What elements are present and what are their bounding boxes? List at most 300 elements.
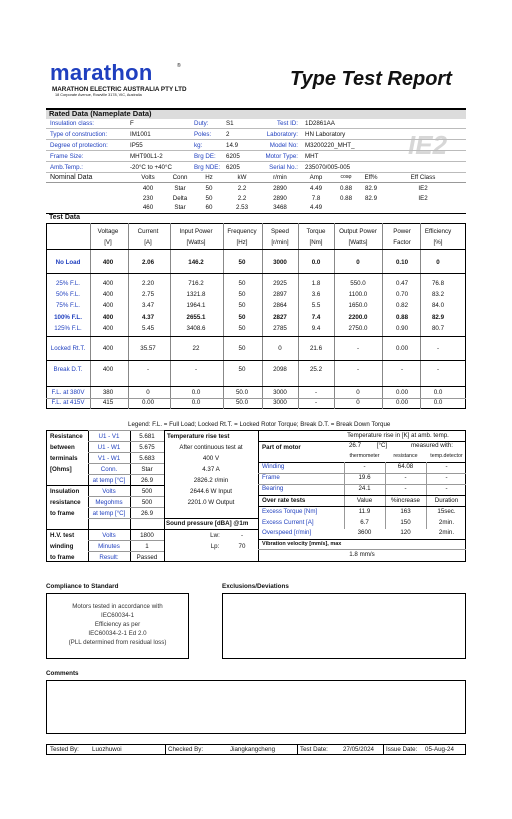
load-row-cell: 2864 — [273, 302, 287, 310]
test-col-unit: [V] — [104, 239, 112, 246]
frame-value: MHT90L1-2 — [130, 153, 163, 160]
compliance-line: IEC60034-2-1 Ed 2.0 — [88, 630, 147, 637]
test-col-header: Efficiency — [424, 228, 452, 235]
nominal-header: Eff Class — [410, 174, 436, 181]
load-row-cell: 716.2 — [188, 280, 204, 287]
model-label: Model No: — [269, 142, 298, 149]
fl-row-cell: 415 — [102, 399, 114, 406]
resistance-title: between — [50, 444, 75, 451]
rule-line — [88, 507, 164, 508]
nominal-header: r/min — [273, 174, 287, 181]
fl-row-cell: 0.00 — [141, 399, 155, 406]
sound-lw-label: Lw: — [210, 532, 220, 539]
load-row-cell: 2.75 — [141, 291, 155, 299]
amb-temp-value: 26.7 — [348, 442, 362, 449]
poles-label: Poles: — [194, 131, 212, 138]
rise-heading: Temperature rise in [K] at amb. temp. — [347, 432, 449, 439]
load-row-cell: 50 — [238, 280, 246, 287]
compliance-text — [46, 602, 189, 647]
rise-col-header: thermometer — [349, 453, 380, 459]
no-load-cell: 2.06 — [141, 259, 155, 266]
overrate-cell: 2min. — [438, 518, 455, 526]
rise-cell: - — [404, 474, 407, 481]
sound-lw-value: - — [240, 532, 244, 539]
locked-rotor-cell: 22 — [192, 345, 200, 352]
rule-line — [46, 249, 466, 250]
rise-col-header: temp.detector — [430, 453, 463, 459]
rule-line — [164, 518, 258, 519]
nominal-cell: Delta — [172, 194, 188, 202]
overrate-cell: 6.7 — [360, 518, 369, 526]
temp-rise-speed: 2826.2 r/min — [193, 477, 229, 484]
load-row-cell: 2200.0 — [348, 313, 368, 321]
nominal-header: Eff% — [364, 174, 378, 181]
no-load-cell: 400 — [102, 259, 114, 266]
legend-text: Legend: F.L. = Full Load; Locked Rt.T. = Locked Rotor Torque; Break D.T. = Break Down Torque — [128, 421, 391, 428]
rise-cell: - — [404, 485, 407, 492]
load-row-cell: 2.20 — [141, 280, 155, 287]
nominal-header: cosφ — [340, 174, 352, 180]
overrate-cell: 3600 — [357, 529, 372, 536]
nameplate-heading: Rated Data (Nameplate Data) — [46, 109, 466, 119]
fl-row-label: F.L. at 415V — [51, 399, 85, 406]
load-row-cell: 1964.1 — [186, 302, 206, 310]
nominal-cell: 0.88 — [339, 194, 353, 202]
protection-label: Degree of protection: — [50, 142, 108, 149]
amb-temp-unit: [°C] — [376, 442, 388, 449]
report-title: Type Test Report — [290, 68, 452, 90]
tested-by-label: Tested By: — [50, 746, 79, 753]
rise-cell: 64.08 — [397, 463, 414, 470]
amb-label: Amb.Temp.: — [50, 164, 84, 171]
rule-line — [46, 529, 164, 530]
load-row-cell: 2827 — [273, 313, 287, 321]
test-col-unit: Factor — [393, 239, 411, 246]
load-row-cell: 400 — [102, 291, 114, 299]
load-row-cell: 80.7 — [431, 324, 445, 332]
temp-rise-output: 2201.0 W Output — [187, 499, 235, 506]
overrate-label: Excess Torque [Nm] — [262, 508, 318, 515]
load-row-cell: 5.5 — [311, 302, 321, 310]
rule-line — [88, 540, 164, 541]
hv-title: H.V. test — [50, 532, 75, 539]
rule-line — [46, 386, 466, 387]
overrate-cell: 2min. — [438, 529, 455, 536]
rule-line — [88, 496, 164, 497]
nominal-cell: 2890 — [273, 194, 287, 202]
test-col-header: Frequency — [227, 228, 257, 235]
sound-lp-value: 70 — [238, 543, 246, 550]
fl-row-cell: 0 — [146, 389, 150, 396]
overrate-cell: 15sec. — [437, 508, 456, 515]
company-address: 18 Corporate Avenue, Rowville 3178, VIC, Australia — [55, 93, 142, 97]
break-down-cell: - — [436, 366, 440, 373]
locked-rotor-cell: 0.00 — [395, 345, 409, 352]
hv-label: Result: — [99, 554, 119, 561]
resistance-conn-label: Conn. — [100, 466, 118, 473]
overrate-cell: 120 — [400, 529, 411, 536]
load-row-cell: 400 — [102, 324, 114, 332]
resistance-temp-label: at temp [°C] — [92, 477, 126, 484]
temp-rise-voltage: 400 V — [202, 455, 220, 462]
overrate-cell: 150 — [400, 518, 411, 526]
rule-line — [88, 441, 164, 442]
resistance-conn-value: Star — [141, 466, 153, 473]
locked-rotor-label: Locked Rt.T. — [50, 345, 86, 352]
load-row-label: 50% F.L. — [55, 291, 81, 299]
rise-cell: - — [363, 463, 366, 470]
nominal-cell: 60 — [205, 204, 213, 211]
nominal-header: Conn — [172, 174, 188, 181]
test-date-value: 27/05/2024 — [343, 746, 374, 753]
break-down-cell: 50 — [238, 366, 246, 373]
brg-nde-value: 6205 — [226, 164, 240, 171]
construction-label: Type of construction: — [50, 131, 108, 138]
nominal-header: Hz — [205, 174, 213, 181]
load-row-cell: 3.6 — [311, 291, 321, 299]
load-row-cell: 50 — [238, 313, 246, 321]
checked-by-value: Jiangkangcheng — [230, 746, 276, 753]
test-col-header: Torque — [306, 228, 326, 235]
rule-line — [88, 474, 164, 475]
load-row-cell: 1321.8 — [186, 291, 206, 299]
locked-rotor-cell: - — [356, 345, 360, 352]
duty-value: S1 — [226, 120, 234, 127]
construction-value: IM1001 — [130, 131, 151, 138]
duty-label: Duty: — [194, 120, 209, 127]
fl-row-cell: 380 — [102, 389, 114, 396]
resistance-pair-value: 5.683 — [139, 455, 155, 462]
resistance-title: Resistance — [50, 433, 83, 440]
load-row-cell: 0.70 — [395, 291, 409, 299]
brg-de-label: Brg DE: — [194, 153, 216, 160]
exclusions-box — [222, 593, 466, 659]
fl-row-cell: - — [314, 389, 318, 396]
rule-line — [46, 360, 466, 361]
vibration-value: 1.8 mm/s — [349, 551, 375, 558]
company-logo: marathon — [50, 60, 153, 85]
issue-date-value: 05-Aug-24 — [425, 746, 454, 753]
resistance-temp-value: 26.9 — [140, 477, 154, 484]
temp-rise-title: Temperature rise test — [167, 433, 230, 440]
nominal-cell: 50 — [205, 194, 213, 202]
nominal-cell: IE2 — [418, 194, 428, 202]
resistance-pair-label: U1 - W1 — [97, 444, 121, 451]
test-data-heading: Test Data — [49, 214, 80, 221]
test-col-unit: [Nm] — [309, 239, 323, 246]
test-id-value: 1D2861AA — [305, 120, 335, 127]
break-down-label: Break D.T. — [53, 366, 83, 373]
break-down-cell: 2098 — [273, 366, 287, 373]
overrate-header: Duration — [434, 497, 459, 504]
load-row-cell: 0.88 — [395, 313, 409, 321]
brg-nde-label: Brg NDE: — [194, 164, 221, 171]
overrate-header: Value — [356, 497, 373, 504]
nominal-cell: 2.53 — [235, 204, 249, 211]
test-col-header: Input Power — [179, 228, 213, 235]
no-load-label: No Load — [55, 259, 81, 266]
frame-label: Frame Size: — [50, 153, 84, 160]
rule-line — [46, 485, 164, 486]
locked-rotor-cell: 35.57 — [140, 345, 156, 352]
nominal-cell: 4.49 — [309, 204, 323, 211]
nominal-cell: 4.49 — [309, 185, 323, 192]
hv-label: Volts — [102, 532, 116, 539]
checked-by-label: Checked By: — [168, 746, 204, 753]
test-col-unit: [r/min] — [271, 239, 289, 246]
kg-label: kg: — [194, 142, 203, 149]
locked-rotor-cell: 21.6 — [309, 345, 323, 352]
sound-pressure-label: Sound pressure [dBA] @1m — [166, 520, 249, 527]
insulation-title: Insulation — [50, 488, 80, 495]
rise-cell: 24.1 — [358, 485, 371, 492]
nominal-cell: 82.9 — [364, 194, 378, 202]
ie2-badge: IE2 — [408, 130, 448, 160]
load-row-label: 125% F.L. — [54, 324, 82, 332]
load-row-cell: 82.9 — [431, 313, 445, 321]
nominal-cell: 3468 — [273, 204, 287, 211]
rule-line — [46, 182, 466, 183]
overrate-label: Overspeed [r/min] — [262, 529, 312, 536]
no-load-cell: 0.10 — [395, 259, 409, 266]
rule-line — [258, 549, 466, 550]
nominal-cell: 400 — [142, 185, 154, 192]
motor-type-label: Motor Type: — [265, 153, 298, 160]
serial-label: Serial No.: — [269, 164, 298, 171]
amb-value: -20°C to +40°C — [130, 164, 172, 171]
fl-row-cell: 0.00 — [395, 389, 409, 396]
overrate-cell: 11.9 — [358, 508, 371, 515]
rule-line — [88, 518, 164, 519]
load-row-cell: 5.45 — [141, 324, 155, 332]
fl-row-cell: 0.0 — [191, 389, 201, 396]
insulation-label: at temp [°C] — [92, 510, 126, 517]
break-down-cell: 25.2 — [309, 366, 323, 373]
comments-box — [46, 680, 466, 734]
compliance-line: Efficiency as per — [94, 621, 141, 628]
nominal-label: Nominal Data — [50, 174, 93, 181]
sound-lp-label: Lp: — [210, 543, 220, 550]
rule-line — [46, 273, 466, 274]
resistance-pair-label: U1 - V1 — [98, 433, 120, 440]
lab-label: Laboratory: — [266, 131, 298, 138]
fl-row-cell: 50.0 — [235, 389, 249, 396]
test-col-unit: [Watts] — [186, 239, 206, 246]
load-row-cell: 2655.1 — [186, 313, 206, 321]
compliance-line: IEC60034-1 — [100, 612, 135, 619]
locked-rotor-cell: 0 — [278, 345, 282, 352]
nominal-cell: 230 — [142, 194, 154, 202]
hv-title: to frame — [50, 554, 75, 561]
nominal-cell: Star — [174, 185, 186, 192]
measured-with: measured with: — [411, 442, 453, 449]
rule-line — [258, 506, 466, 507]
nominal-cell: 2.2 — [237, 185, 247, 192]
no-load-cell: 146.2 — [188, 259, 204, 266]
serial-value: 235070/005-005 — [305, 164, 351, 171]
rule-line — [258, 430, 259, 562]
load-row-cell: 1100.0 — [348, 291, 368, 299]
nominal-header: kW — [237, 174, 247, 181]
test-col-header: Voltage — [97, 228, 119, 235]
fl-row-cell: 0 — [356, 399, 360, 406]
fl-row-cell: 0.00 — [395, 399, 409, 406]
no-load-cell: 0 — [356, 259, 360, 266]
test-col-unit: [Hz] — [236, 239, 248, 246]
temp-rise-input: 2644.6 W Input — [190, 488, 232, 495]
nominal-cell: 2.2 — [237, 194, 247, 202]
rule-line — [88, 551, 164, 552]
compliance-heading: Compliance to Standard — [46, 583, 119, 590]
load-row-cell: 2785 — [273, 324, 287, 332]
load-row-cell: 9.4 — [311, 324, 321, 332]
nominal-cell: 50 — [205, 185, 213, 192]
fl-row-cell: 0 — [356, 389, 360, 396]
locked-rotor-cell: 50 — [238, 345, 246, 352]
rule-line — [88, 430, 164, 431]
load-row-cell: 84.0 — [431, 302, 445, 310]
protection-value: IP55 — [130, 142, 143, 149]
compliance-line: (PLL determined from residual loss) — [68, 639, 167, 646]
break-down-cell: 400 — [102, 366, 114, 373]
break-down-cell: - — [146, 366, 150, 373]
nominal-cell: Star — [174, 204, 186, 211]
comments-heading: Comments — [46, 670, 79, 677]
test-id-label: Test ID: — [277, 120, 298, 127]
brg-de-value: 6205 — [226, 153, 240, 160]
company-name: MARATHON ELECTRIC AUSTRALIA PTY LTD — [52, 86, 187, 93]
insulation-value: 26.9 — [140, 510, 154, 517]
load-row-cell: 0.47 — [395, 280, 409, 287]
no-load-cell: 50 — [238, 259, 246, 266]
locked-rotor-cell: 400 — [102, 345, 114, 352]
fl-row-cell: 50.0 — [235, 399, 249, 406]
lab-value: HN Laboratory — [305, 131, 346, 138]
load-row-cell: 2925 — [273, 280, 287, 287]
rule-line — [258, 495, 466, 496]
rule-line — [88, 463, 164, 464]
nominal-cell: 460 — [142, 204, 154, 211]
resistance-title: terminals — [50, 455, 78, 462]
hv-title: winding — [50, 543, 74, 550]
fl-row-cell: - — [314, 399, 318, 406]
temp-rise-line1: After continuous test at — [179, 444, 243, 451]
nominal-header: Volts — [141, 174, 155, 181]
load-row-label: 25% F.L. — [55, 280, 81, 287]
rule-line — [164, 529, 258, 530]
rise-row-label: Bearing — [262, 485, 284, 492]
load-row-cell: 400 — [102, 313, 114, 321]
break-down-cell: - — [356, 366, 360, 373]
resistance-title: [Ohms] — [50, 466, 72, 473]
test-col-unit: [Watts] — [348, 239, 368, 246]
nominal-header: Amp — [309, 174, 323, 181]
issue-date-label: Issue Date: — [386, 746, 418, 753]
load-row-cell: 50 — [238, 291, 246, 299]
break-down-cell: - — [194, 366, 198, 373]
resistance-pair-label: V1 - W1 — [97, 455, 121, 462]
load-row-cell: 50 — [238, 302, 246, 310]
locked-rotor-cell: - — [436, 345, 440, 352]
part-of-motor-label: Part of motor — [262, 444, 301, 451]
rise-col-header: resistance — [393, 453, 418, 459]
model-value: M3200220_MHT_ — [305, 142, 355, 149]
resistance-pair-value: 5.681 — [139, 433, 155, 440]
hv-value: Passed — [136, 554, 158, 561]
load-row-cell: 76.8 — [431, 280, 445, 287]
load-row-cell: 1650.0 — [348, 302, 368, 310]
rule-line — [258, 539, 466, 540]
motor-type-value: MHT — [305, 153, 319, 160]
insulation-title: to frame — [50, 510, 75, 517]
insulation-label: Volts — [102, 488, 116, 495]
hv-label: Minutes — [98, 543, 120, 550]
nominal-cell: 7.8 — [311, 194, 321, 202]
fl-row-cell: 0.0 — [191, 399, 201, 406]
overrate-cell: 163 — [400, 508, 411, 515]
poles-value: 2 — [226, 131, 230, 138]
rise-row-label: Frame — [262, 474, 280, 481]
load-row-cell: 1.8 — [311, 280, 321, 287]
no-load-cell: 3000 — [273, 259, 287, 266]
load-row-cell: 0.82 — [395, 302, 409, 310]
insulation-class-value: F — [130, 120, 134, 127]
insulation-value: 500 — [141, 488, 153, 495]
fl-row-cell: 3000 — [273, 389, 287, 396]
rise-cell: - — [445, 474, 448, 481]
load-row-cell: 550.0 — [350, 280, 366, 287]
insulation-class-label: Insulation class: — [50, 120, 95, 127]
load-row-cell: 400 — [102, 280, 114, 287]
resistance-pair-value: 5.675 — [139, 444, 155, 451]
break-down-cell: - — [400, 366, 404, 373]
nominal-cell: 0.88 — [339, 185, 353, 192]
test-col-unit: [A] — [144, 239, 152, 246]
hv-value: 1800 — [140, 532, 154, 539]
test-col-header: Power — [393, 228, 411, 235]
fl-row-cell: 0.0 — [433, 399, 443, 406]
load-row-cell: 400 — [102, 302, 114, 310]
load-row-cell: 83.2 — [431, 291, 445, 299]
load-row-cell: 4.37 — [141, 313, 155, 321]
test-col-header: Output Power — [339, 228, 377, 235]
load-row-label: 75% F.L. — [55, 302, 81, 310]
vibration-label: Vibration velocity [mm/s], max — [262, 541, 342, 547]
exclusions-heading: Exclusions/Deviations — [222, 583, 289, 590]
overrate-label: Excess Current [A] — [262, 518, 314, 526]
rule-line — [88, 452, 164, 453]
rule-line — [46, 336, 466, 337]
compliance-line: Motors tested in accordance with — [72, 603, 163, 610]
rise-cell: - — [445, 463, 448, 470]
rise-row-label: Winding — [262, 463, 285, 470]
load-row-cell: 3408.6 — [186, 324, 206, 332]
load-row-cell: 7.4 — [311, 313, 321, 321]
hv-value: 1 — [145, 543, 149, 550]
fl-row-cell: 0.0 — [433, 389, 443, 396]
registered-mark: ® — [177, 63, 181, 69]
kg-value: 14.9 — [226, 142, 239, 149]
nominal-cell: IE2 — [418, 185, 428, 192]
test-col-header: Speed — [271, 228, 289, 235]
test-col-header: Current — [137, 228, 159, 235]
overrate-header: Over rate tests — [262, 497, 306, 504]
no-load-cell: 0.0 — [311, 259, 321, 266]
load-row-cell: 0.90 — [395, 324, 409, 332]
fl-row-label: F.L. at 380V — [51, 389, 85, 396]
tested-by-value: Luozhuwoi — [92, 746, 122, 753]
rise-cell: - — [445, 485, 448, 492]
